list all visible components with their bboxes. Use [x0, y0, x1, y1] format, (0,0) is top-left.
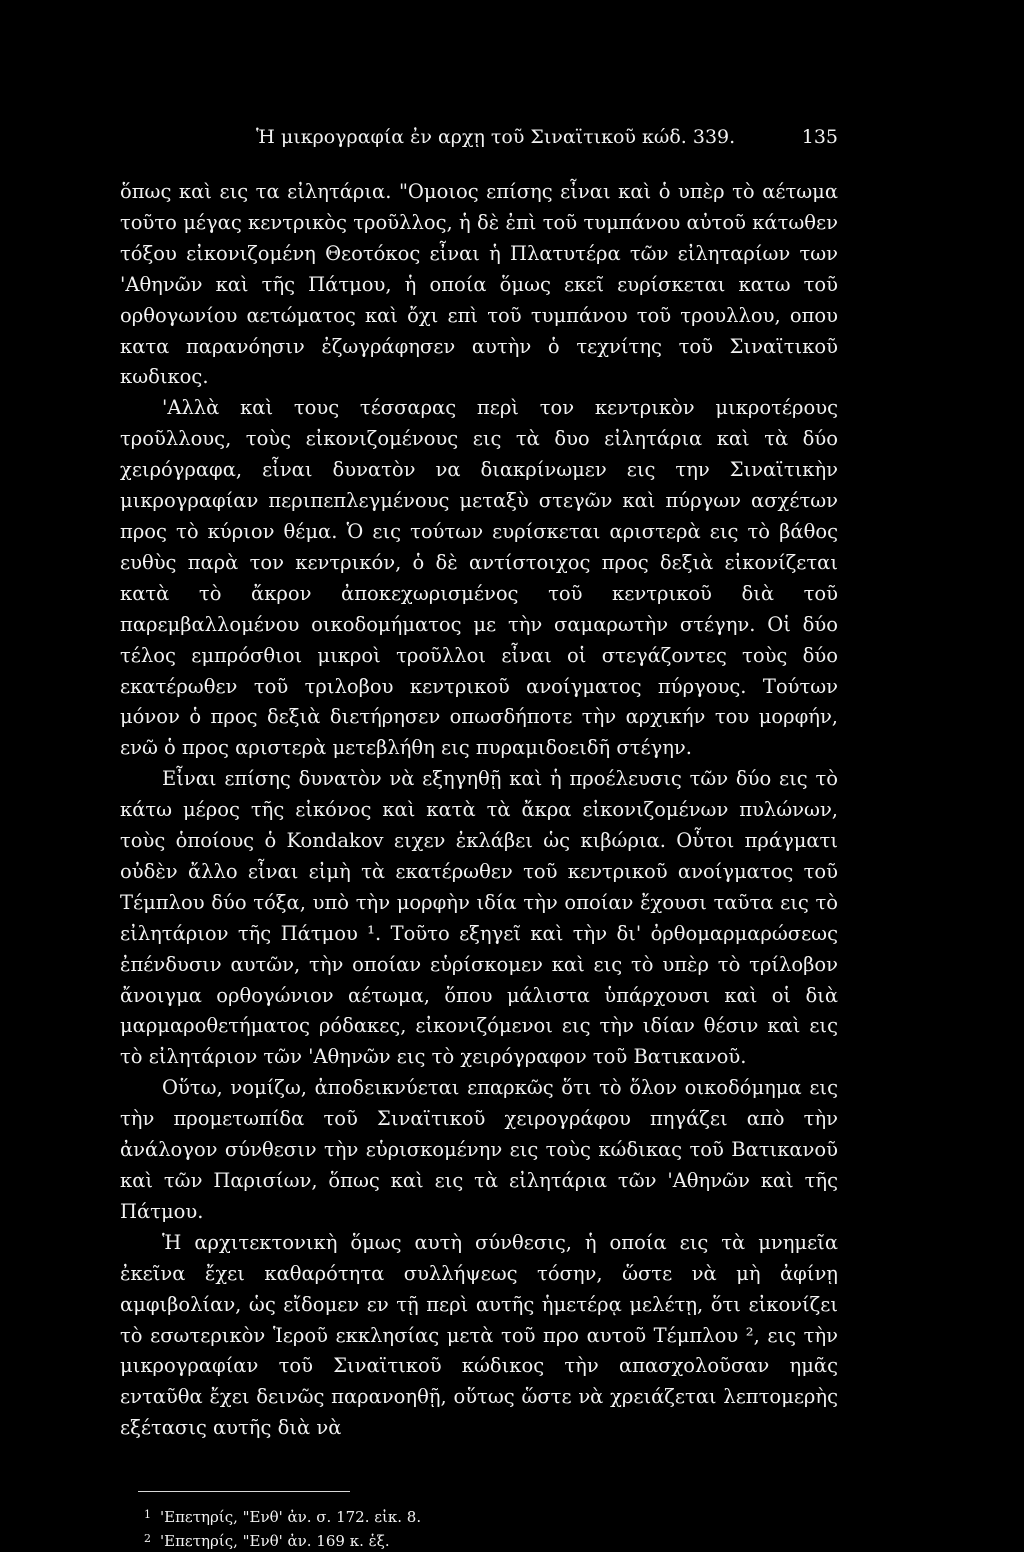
- body-text: [120, 177, 838, 1444]
- footnote: [144, 1504, 644, 1528]
- page-number: 135: [801, 126, 838, 148]
- paragraph: ὅπως καὶ εις τα εἰλητάρια. "Ομοιος επίσης εἶναι καὶ ὁ υπὲρ τὸ αέτωμα τοῦτο μέγας κεντρικὸς τροῦλλος, ἡ δὲ ἐπὶ τοῦ τυμπάνου αὐτοῦ κάτωθεν τόξου εἰκονιζομένη Θεοτόκος εἶναι ἡ Πλατυτέρα τῶν εἰληταρίων των 'Αθηνῶν καὶ τῆς Πάτμου, ἡ οποία ὅμως εκεῖ ευρίσκεται κατω τοῦ ορθογωνίου αετώματος καὶ ὄχι επὶ τοῦ τυμπάνου τοῦ τρουλλου, οπου κατα παρανόησιν ἐζωγράφησεν αυτὴν ὁ τεχνίτης τοῦ Σιναϊτικοῦ κωδικος.: [120, 180, 838, 389]
- footnote-mark: 2: [144, 1532, 151, 1545]
- footnote-mark: 1: [144, 1508, 151, 1521]
- footnote-text: 'Επετηρίς, "Ενθ' ἀν. σ. 172. εἰκ. 8.: [160, 1508, 422, 1526]
- paragraph: Οὕτω, νομίζω, ἀποδεικνύεται επαρκῶς ὅτι τὸ ὅλον οικοδόμημα εις τὴν προμετωπίδα τοῦ Σιναϊτικοῦ χειρογράφου πηγάζει απὸ τὴν ἀνάλογον σύνθεσιν τὴν εὑρισκομένην εις τοὺς κώδικας τοῦ Βατικανοῦ καὶ τῶν Παρισίων, ὅπως καὶ εις τὰ εἰλητάρια τῶν 'Αθηνῶν καὶ τῆς Πάτμου.: [120, 1076, 838, 1223]
- running-head-title: Ἡ μικρογραφία ἐν αρχῃ τοῦ Σιναϊτικοῦ κώδ. 339.: [256, 126, 736, 148]
- paragraph: 'Αλλὰ καὶ τους τέσσαρας περὶ τον κεντρικὸν μικροτέρους τροῦλλους, τοὺς εἰκονιζομένους εις τὰ δυο εἰλητάρια καὶ τὰ δύο χειρόγραφα, εἶναι δυνατὸν να διακρίνωμεν εις την Σιναϊτικὴν μικρογραφίαν περιπεπλεγμένους μεταξὺ στεγῶν καὶ πύργων ασχέτων προς τὸ κύριον θέμα. Ὁ εις τούτων ευρίσκεται αριστερὰ εις τὸ βάθος ευθὺς παρὰ τον κεντρικόν, ὁ δὲ αντίστοιχος προς δεξιὰ εἰκονίζεται κατὰ τὸ ἄκρον ἀποκεχωρισμένος τοῦ κεντρικοῦ διὰ τοῦ παρεμβαλλομένου οικοδομήματος με τὴν σαμαρωτὴν στέγην. Οἱ δύο τέλος εμπρόσθιοι μικροὶ τροῦλλοι εἶναι οἱ στεγάζοντες τοὺς δύο εκατέρωθεν τοῦ τριλοβου κεντρικοῦ ανοίγματος πύργους. Τούτων μόνον ὁ προς δεξιὰ διετήρησεν οπωσδήποτε τὴν αρχικήν του μορφήν, ενῶ ὁ προς αριστερὰ μετεβλήθη εις πυραμιδοειδῆ στέγην.: [120, 396, 838, 760]
- paragraph: Εἶναι επίσης δυνατὸν νὰ εξηγηθῇ καὶ ἡ προέλευσις τῶν δύο εις τὸ κάτω μέρος τῆς εἰκόνος καὶ κατὰ τὰ ἄκρα εἰκονιζομένων πυλώνων, τοὺς ὁποίους ὁ Kondakov ειχεν ἐκλάβει ὡς κιβώρια. Οὗτοι πράγματι οὐδὲν ἄλλο εἶναι εἰμὴ τὰ εκατέρωθεν τοῦ κεντρικοῦ ανοίγματος τοῦ Τέμπλου δύο τόξα, υπὸ τὴν μορφὴν ιδία τὴν οποίαν ἔχουσι ταῦτα εις τὸ εἰλητάριον τῆς Πάτμου ¹. Τοῦτο εξηγεῖ καὶ τὴν δι' ὀρθομαρμαρώσεως ἐπένδυσιν αυτῶν, τὴν οποίαν εὑρίσκομεν καὶ εις τὸ υπὲρ τὸ τρίλοβον ἄνοιγμα ορθογώνιον αέτωμα, ὅπου μάλιστα ὑπάρχουσι καὶ οἱ διὰ μαρμαροθετήματος ρόδακες, εἰκονιζόμενοι εις τὴν ιδίαν θέσιν καὶ εις τὸ εἰλητάριον τῶν 'Αθηνῶν εις τὸ χειρόγραφον τοῦ Βατικανοῦ.: [120, 767, 838, 1069]
- footnote-text: 'Επετηρίς, "Ενθ' ἀν. 169 κ. ἑξ.: [160, 1532, 390, 1550]
- running-head: [120, 126, 838, 156]
- paragraph: Ἡ αρχιτεκτονικὴ ὅμως αυτὴ σύνθεσις, ἡ οποία εις τὰ μνημεῖα ἐκεῖνα ἔχει καθαρότητα συλλήψεως τόσην, ὥστε νὰ μὴ ἀφίνῃ αμφιβολίαν, ὡς εἴδομεν εν τῇ περὶ αυτῆς ἡμετέρᾳ μελέτῃ, ὅτι εἰκονίζει τὸ εσωτερικὸν Ἱεροῦ εκκλησίας μετὰ τοῦ προ αυτοῦ Τέμπλου ², εις τὴν μικρογραφίαν τοῦ Σιναϊτικοῦ κώδικος τὴν απασχολοῦσαν ημᾶς ενταῦθα ἔχει δεινῶς παρανοηθῇ, οὕτως ὥστε νὰ χρειάζεται λεπτομερὴς εξέτασις αυτῆς διὰ νὰ: [120, 1230, 838, 1440]
- footnotes: [144, 1504, 644, 1552]
- footnote: [144, 1528, 644, 1552]
- footnote-separator: [138, 1491, 350, 1492]
